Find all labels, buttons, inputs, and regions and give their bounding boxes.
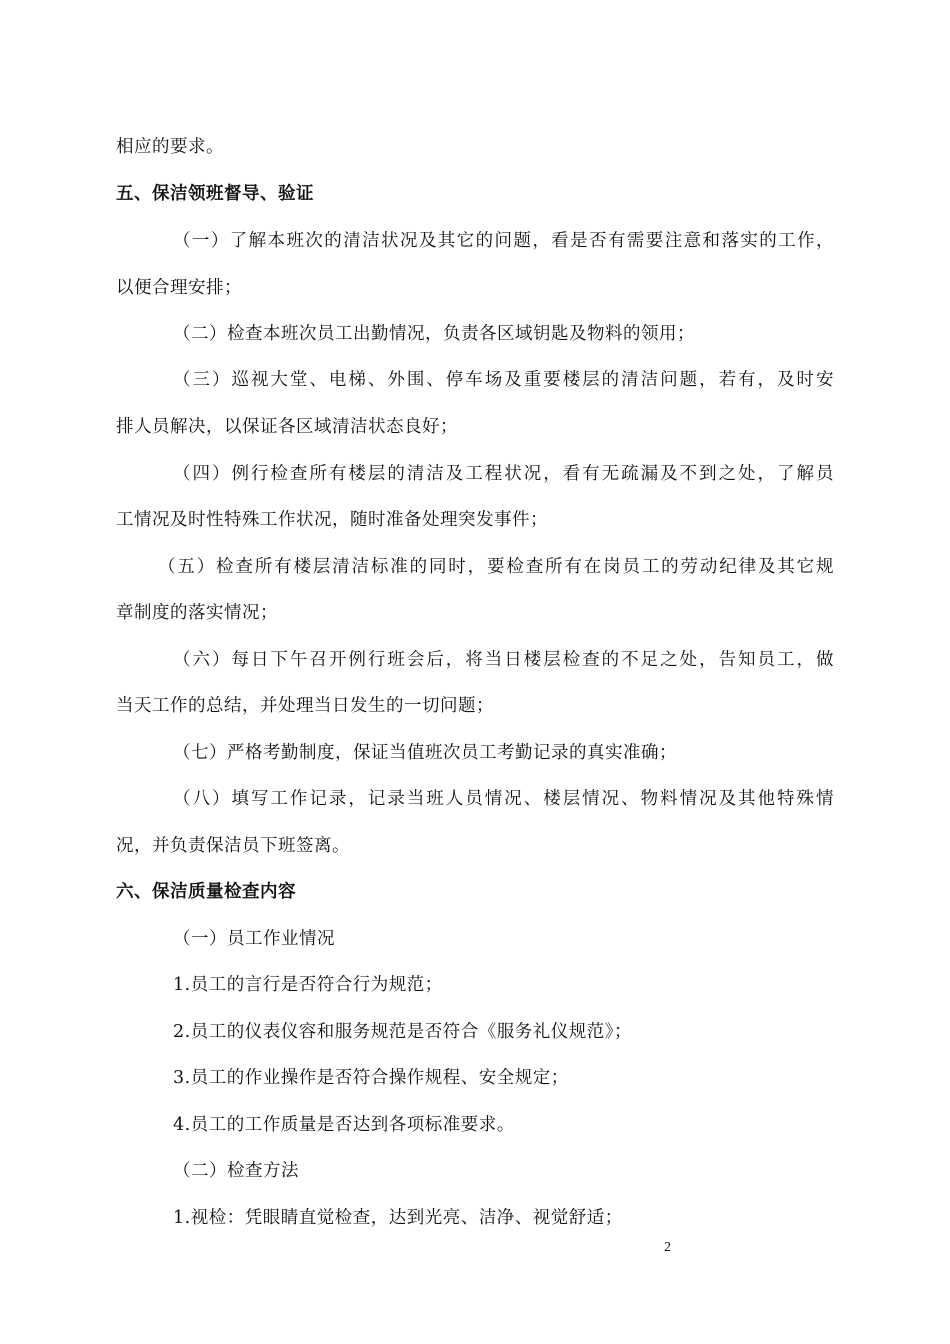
list-item: 3.员工的作业操作是否符合操作规程、安全规定； (173, 1068, 569, 1088)
text-line: 排人员解决，以保证各区域清洁状态良好； (116, 417, 458, 437)
text-line: （六）每日下午召开例行班会后，将当日楼层检查的不足之处，告知员工，做 (173, 650, 834, 670)
section-heading-5: 五、保洁领班督导、验证 (116, 184, 314, 204)
page-number: 2 (664, 1240, 671, 1255)
text-line: （七）严格考勤制度，保证当值班次员工考勤记录的真实准确； (173, 743, 677, 763)
subsection-heading: （二）检查方法 (173, 1161, 299, 1181)
text-line: 章制度的落实情况； (116, 603, 278, 623)
text-line: （二）检查本班次员工出勤情况，负责各区域钥匙及物料的领用； (173, 324, 695, 344)
text-line: （八）填写工作记录，记录当班人员情况、楼层情况、物料情况及其他特殊情 (173, 789, 834, 809)
text-line: 当天工作的总结，并处理当日发生的一切问题； (116, 696, 494, 716)
text-line: （一）了解本班次的清洁状况及其它的问题，看是否有需要注意和落实的工作， (173, 231, 834, 251)
text-line: 工情况及时性特殊工作状况，随时准备处理突发事件； (116, 510, 548, 530)
section-heading-6: 六、保洁质量检查内容 (116, 882, 296, 902)
subsection-heading: （一）员工作业情况 (173, 929, 335, 949)
text-line: 以便合理安排； (116, 278, 242, 298)
list-item: 1.视检：凭眼睛直觉检查，达到光亮、洁净、视觉舒适； (173, 1208, 623, 1228)
list-item: 4.员工的工作质量是否达到各项标准要求。 (173, 1115, 515, 1135)
list-item: 2.员工的仪表仪容和服务规范是否符合《服务礼仪规范》； (173, 1022, 632, 1042)
text-line: （五）检查所有楼层清洁标准的同时，要检查所有在岗员工的劳动纪律及其它规 (158, 557, 834, 577)
text-line: 况，并负责保洁员下班签离。 (116, 836, 350, 856)
list-item: 1.员工的言行是否符合行为规范； (173, 975, 443, 995)
text-line: 相应的要求。 (116, 137, 224, 157)
text-line: （四）例行检查所有楼层的清洁及工程状况，看有无疏漏及不到之处，了解员 (173, 464, 834, 484)
text-line: （三）巡视大堂、电梯、外围、停车场及重要楼层的清洁问题，若有，及时安 (173, 370, 834, 390)
